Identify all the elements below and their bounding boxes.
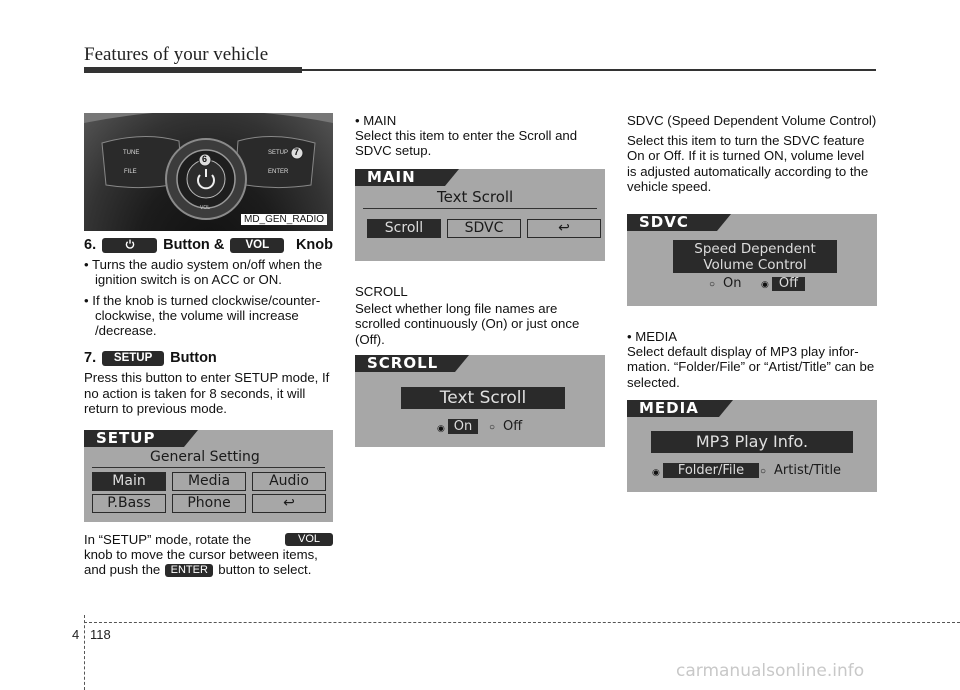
vol-label: VOL: [200, 205, 211, 211]
sdvc-on-option[interactable]: On: [723, 276, 742, 291]
vol-knob-pill: VOL: [230, 238, 284, 253]
power-button-pill: [102, 238, 157, 253]
power-icon: [125, 239, 135, 249]
setup-screen-title: General Setting: [150, 449, 260, 465]
sdvc-screen: [627, 214, 877, 306]
tune-label: TUNE: [123, 150, 140, 156]
header-bar: [84, 67, 302, 73]
sdvc-off-option[interactable]: Off: [772, 277, 805, 291]
heading-6: [84, 238, 333, 253]
main-sdvc-button[interactable]: SDVC: [447, 219, 521, 238]
setup-button-pill: SETUP: [102, 351, 164, 366]
main-screen: [355, 169, 605, 261]
setup-screen-tab: SETUP: [84, 430, 184, 447]
heading-7-number: 7.: [84, 350, 97, 367]
setup-instructions: [84, 532, 333, 578]
sdvc-title: SDVC (Speed Dependent Volume Control): [627, 113, 877, 128]
off-radio-icon: ○: [489, 422, 496, 433]
callout-7: 7: [294, 147, 300, 157]
setup-label: SETUP: [268, 150, 289, 156]
heading-6-number: 6.: [84, 237, 97, 253]
column-2: [355, 113, 605, 164]
bullet-volume: • If the knob is turned clockwise/counter-clockwise, the volume will increase /decrease.: [84, 292, 321, 339]
setup-screen-divider: [92, 467, 325, 468]
bullet-power: • Turns the audio system on/off when the ignition switch is on ACC or ON.: [84, 257, 323, 288]
scroll-text: Select whether long file names are scrolled continuously (On) or just once (Off).: [355, 301, 580, 347]
heading-6-mid: Button &: [163, 237, 225, 253]
page-header-title: Features of your vehicle: [84, 44, 269, 65]
sdvc-screen-title-2: Volume Control: [703, 257, 807, 273]
media-section: [627, 329, 877, 395]
callout-6: 6: [202, 154, 208, 164]
scroll-title: SCROLL: [355, 284, 408, 299]
setup-media-button[interactable]: Media: [172, 472, 246, 491]
media-title: • MEDIA: [627, 329, 678, 344]
main-screen-tab: MAIN: [355, 169, 445, 186]
media-screen-title: MP3 Play Info.: [651, 431, 853, 453]
scroll-off-option[interactable]: Off: [503, 419, 523, 434]
scroll-screen: [355, 355, 605, 447]
chapter-number: 4: [72, 627, 80, 642]
instructions-line-3a: and push the: [84, 562, 161, 578]
on-radio-icon: ◉: [437, 423, 445, 433]
sdvc-screen-title-1: Speed Dependent: [694, 241, 816, 257]
sdvc-on-radio-icon: ○: [709, 279, 716, 290]
column-3: [627, 113, 877, 199]
vol-inline-pill: VOL: [285, 533, 333, 546]
setup-main-button[interactable]: Main: [92, 472, 166, 491]
media-folder-file-option[interactable]: Folder/File: [663, 463, 759, 478]
setup-audio-button[interactable]: Audio: [252, 472, 326, 491]
scroll-screen-tab: SCROLL: [355, 355, 455, 372]
media-screen: [627, 400, 877, 492]
watermark: carmanualsonline.info: [676, 661, 865, 681]
footer-divider: [84, 615, 85, 690]
instructions-line-3b: button to select.: [218, 562, 312, 578]
sdvc-screen-tab: SDVC: [627, 214, 717, 231]
column-1: [84, 238, 333, 421]
setup-screen: [84, 430, 333, 522]
media-text: Select default display of MP3 play infor-mation. “Folder/File” or “Artist/Title” can be selected.: [627, 344, 875, 390]
main-title: • MAIN: [355, 113, 397, 128]
file-label: FILE: [124, 169, 137, 175]
sdvc-text: Select this item to turn the SDVC feature On or Off. If it is turned ON, volume level is adjusted automatically according to the vehicle speed.: [627, 133, 869, 194]
sdvc-off-radio-icon: ◉: [761, 279, 769, 289]
artist-radio-icon: ○: [760, 466, 767, 477]
scroll-screen-title: Text Scroll: [401, 387, 565, 409]
setup-description: Press this button to enter SETUP mode, If no action is taken for 8 seconds, it will return to previous mode.: [84, 370, 330, 416]
main-screen-title: Text Scroll: [437, 188, 514, 206]
photo-caption: MD_GEN_RADIO: [241, 214, 327, 225]
header-rule: [302, 69, 876, 71]
media-screen-tab: MEDIA: [627, 400, 719, 417]
scroll-on-option[interactable]: On: [448, 419, 478, 434]
heading-7-end: Button: [170, 350, 217, 367]
heading-7: [84, 351, 333, 366]
folder-radio-icon: ◉: [652, 467, 660, 477]
main-text: Select this item to enter the Scroll and SDVC setup.: [355, 128, 578, 159]
setup-phone-button[interactable]: Phone: [172, 494, 246, 513]
scroll-section: [355, 284, 605, 352]
radio-panel-photo: [84, 113, 333, 231]
instructions-line-2: knob to move the cursor between items,: [84, 547, 318, 563]
heading-6-end: Knob: [295, 237, 333, 253]
page-number: 118: [90, 627, 111, 642]
media-artist-title-option[interactable]: Artist/Title: [774, 463, 842, 478]
enter-label: ENTER: [268, 169, 289, 175]
footer-rule: [84, 622, 960, 623]
enter-inline-pill: ENTER: [165, 564, 213, 577]
setup-back-button[interactable]: ↩: [252, 494, 326, 513]
setup-pbass-button[interactable]: P.Bass: [92, 494, 166, 513]
instructions-line-1: In “SETUP” mode, rotate the: [84, 532, 252, 547]
main-back-button[interactable]: ↩: [527, 219, 601, 238]
main-screen-divider: [363, 208, 597, 209]
main-scroll-button[interactable]: Scroll: [367, 219, 441, 238]
